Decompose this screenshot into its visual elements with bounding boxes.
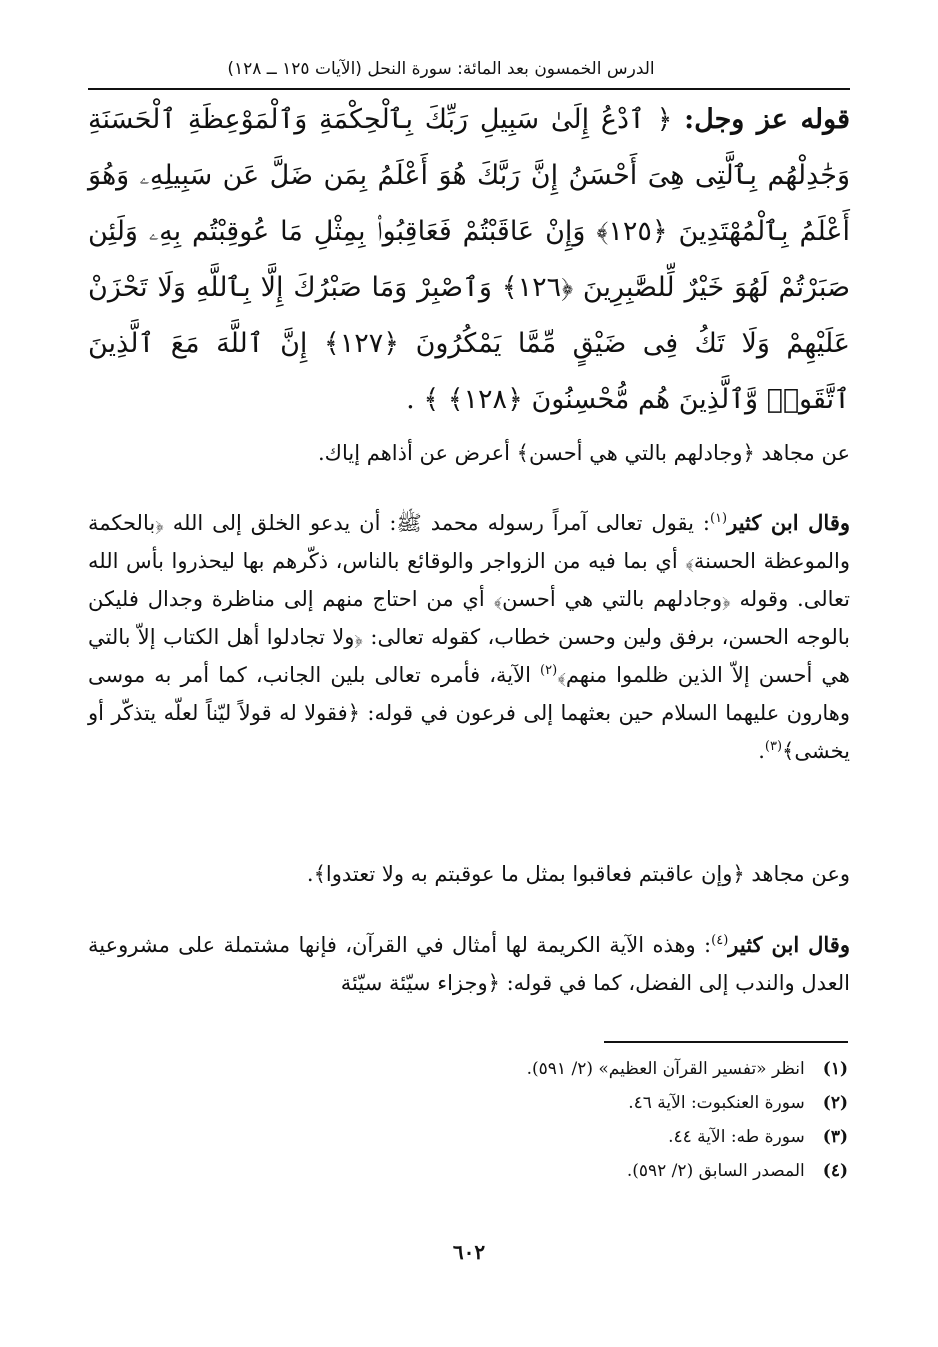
quran-lead: قوله عز وجل:: [684, 104, 850, 135]
paragraph-text: وعن مجاهد ﴿وإن عاقبتم فعاقبوا بمثل ما عوقبتم به ولا تعتدوا﴾.: [306, 862, 850, 886]
paragraph-tail: .: [758, 739, 765, 763]
footnote-number: (٤): [822, 1161, 848, 1181]
running-header: الدرس الخمسون بعد المائة: سورة النحل (الآيات ١٢٥ ــ ١٢٨): [227, 59, 655, 79]
footnote-rule: [604, 1041, 848, 1043]
paragraph-ibn-kathir-1: [88, 504, 850, 770]
footnote: [300, 1086, 848, 1120]
footnote-ref: (٣): [764, 739, 783, 754]
quran-verses: [88, 92, 850, 428]
footnote-text: انظر «تفسير القرآن العظيم» (٢/ ٥٩١).: [526, 1059, 805, 1079]
footnote-number: (١): [822, 1059, 848, 1079]
footnote-ref: (٤): [711, 933, 729, 948]
paragraph-text-continued: الآية، فأمره تعالى بلين الجانب، كما أمر به موسى وهارون عليهما السلام حين بعثهما إلى فرعون في قوله: ﴿فقولا له قولاً ليّناً لعلّه يتذكّر أو يخشى﴾: [88, 663, 850, 763]
footnote-number: (٣): [822, 1127, 848, 1147]
paragraph-text: عن مجاهد ﴿وجادلهم بالتي هي أحسن﴾ أعرض عن أذاهم إياك.: [317, 441, 850, 465]
footnote-ref: (٢): [540, 663, 558, 678]
footnotes: [300, 1052, 848, 1188]
header-rule: [88, 88, 850, 90]
footnote-ref: (١): [709, 511, 728, 526]
paragraph-lead: وقال ابن كثير: [727, 510, 850, 535]
paragraph-mujahid-1: [88, 434, 850, 472]
footnote-text: سورة طه: الآية ٤٤.: [668, 1127, 805, 1147]
footnote-number: (٢): [822, 1093, 848, 1113]
footnote: [300, 1120, 848, 1154]
footnote-text: سورة العنكبوت: الآية ٤٦.: [628, 1093, 805, 1113]
footnote: [300, 1154, 848, 1188]
footnote: [300, 1052, 848, 1086]
footnote-text: المصدر السابق (٢/ ٥٩٢).: [626, 1161, 805, 1181]
page-number: ٦٠٢: [452, 1240, 486, 1264]
paragraph-ibn-kathir-2: [88, 926, 850, 1002]
paragraph-text: : وهذه الآية الكريمة لها أمثال في القرآن، فإنها مشتملة على مشروعية العدل والندب إلى الفضل، كما في قوله: ﴿وجزاء سيّئة سيّئة: [88, 933, 850, 995]
paragraph-mujahid-2: [88, 855, 850, 893]
paragraph-text: : يقول تعالى آمراً رسوله محمد ﷺ: أن يدعو الخلق إلى الله ﴿بالحكمة والموعظة الحسنة﴾ أي بما فيه من الزواجر والوقائع بالناس، ذكّرهم بها ليحذروا بأس الله تعالى. وقوله ﴿وجادلهم بالتي هي أحسن﴾ أي من احتاج منهم إلى مناظرة وجدال فليكن بالوجه الحسن، برفق ولين وحسن خطاب، كقوله تعالى: ﴿ولا تجادلوا أهل الكتاب إلاّ بالتي هي أحسن إلاّ الذين ظلموا منهم﴾: [88, 511, 850, 687]
paragraph-lead: وقال ابن كثير: [728, 932, 850, 957]
quran-text: ﴿ ٱدْعُ إِلَىٰ سَبِيلِ رَبِّكَ بِٱلْحِكْمَةِ وَٱلْمَوْعِظَةِ ٱلْحَسَنَةِ وَجَٰدِلْهُم بِٱلَّتِى هِىَ أَحْسَنُ إِنَّ رَبَّكَ هُوَ أَعْلَمُ بِمَن ضَلَّ عَن سَبِيلِهِۦ وَهُوَ أَعْلَمُ بِٱلْمُهْتَدِينَ ﴿١٢٥﴾ وَإِنْ عَاقَبْتُمْ فَعَاقِبُوا۟ بِمِثْلِ مَا عُوقِبْتُم بِهِۦ وَلَئِن صَبَرْتُمْ لَهُوَ خَيْرٌ لِّلصَّٰبِرِينَ ﴿١٢٦﴾ وَٱصْبِرْ وَمَا صَبْرُكَ إِلَّا بِٱللَّهِ وَلَا تَحْزَنْ عَلَيْهِمْ وَلَا تَكُ فِى ضَيْقٍ مِّمَّا يَمْكُرُونَ ﴿١٢٧﴾ إِنَّ ٱللَّهَ مَعَ ٱلَّذِينَ ٱتَّقَوا۟ وَّٱلَّذِينَ هُم مُّحْسِنُونَ ﴿١٢٨﴾ ﴾ .: [88, 104, 850, 415]
